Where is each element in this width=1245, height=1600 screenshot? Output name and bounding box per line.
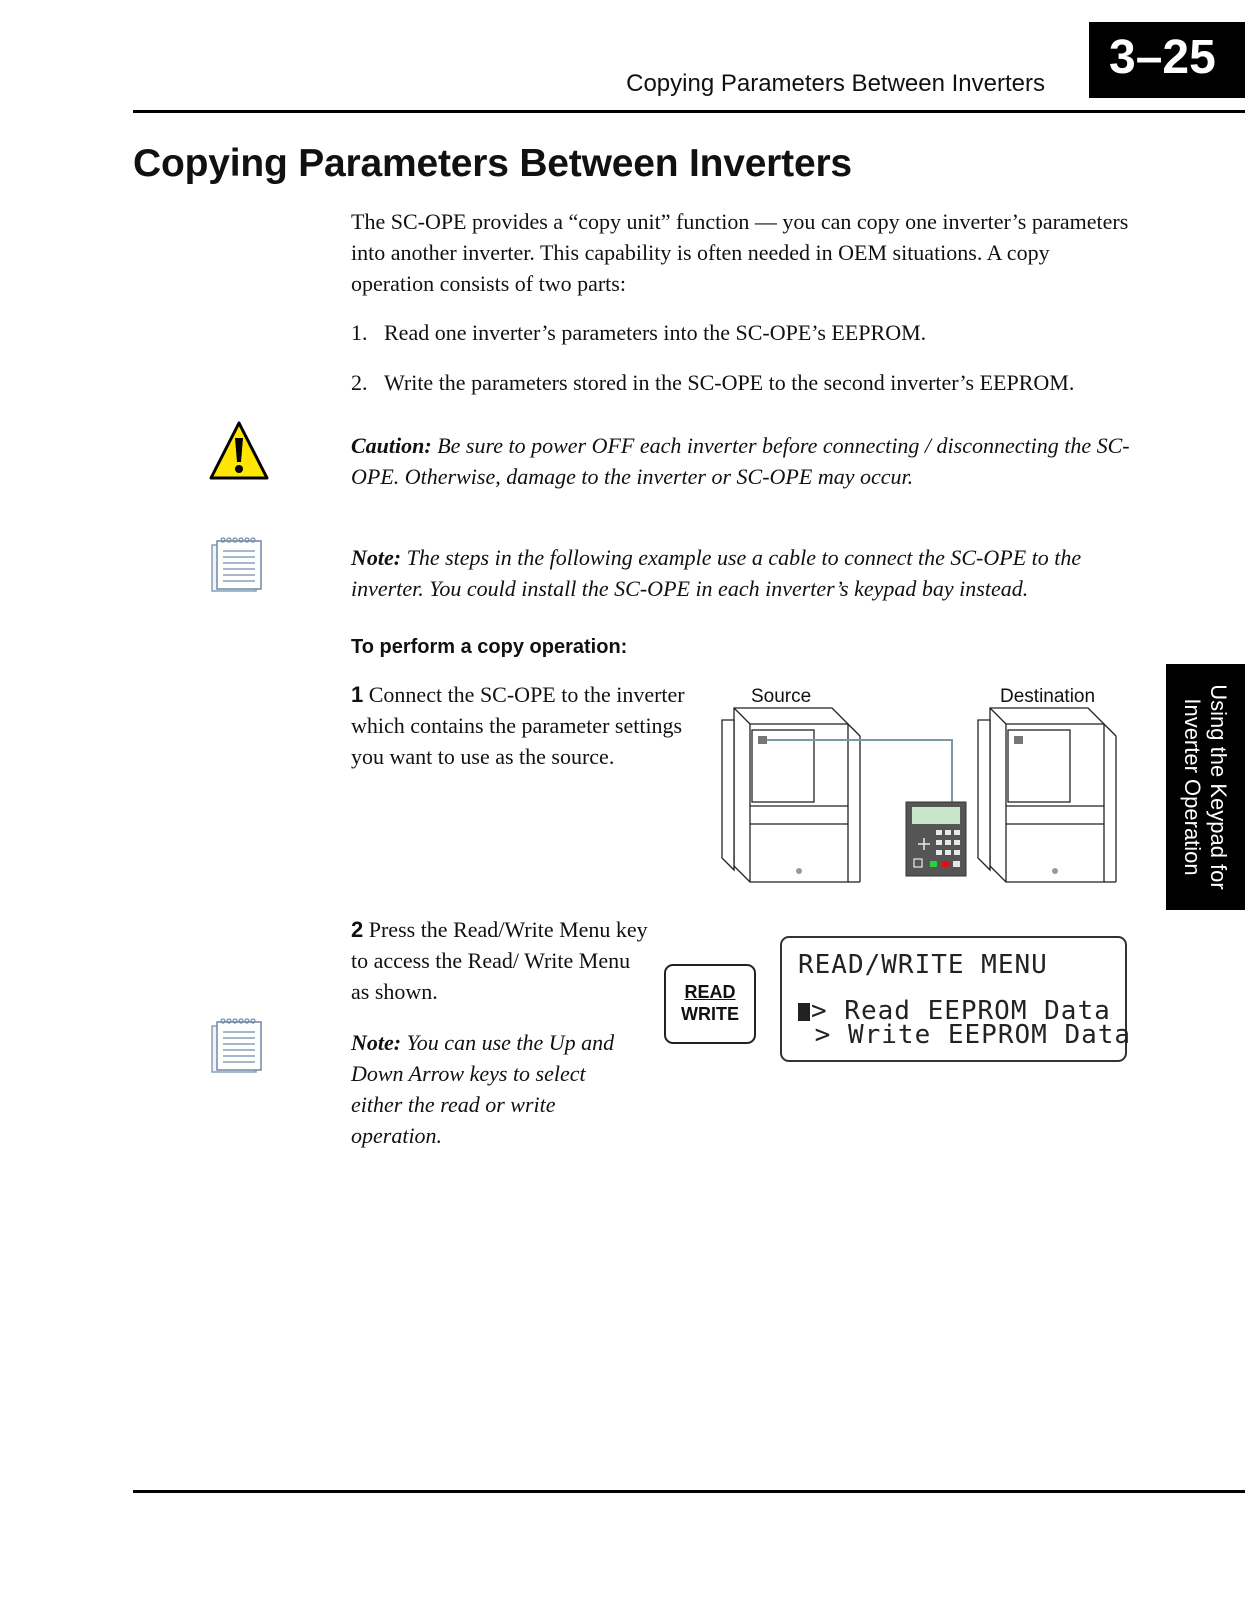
footer-rule (133, 1490, 1245, 1493)
page-number: 3–25 (1109, 31, 1216, 84)
caution-body: Be sure to power OFF each inverter before connecting / disconnecting the SC-OPE. Otherwise, damage to the inverter or SC-OPE may occur. (351, 433, 1130, 489)
keypad-drawing (906, 802, 966, 876)
key-label-bottom: WRITE (681, 1004, 739, 1024)
step-text: Connect the SC-OPE to the inverter which contains the parameter settings you want to use as the source. (351, 682, 685, 769)
lcd-line: READ/WRITE MENU (798, 950, 1048, 980)
lcd-cursor-block (798, 1003, 810, 1021)
notepad-icon (206, 1016, 266, 1076)
running-header: Copying Parameters Between Inverters (626, 70, 1045, 97)
step-1 (351, 679, 716, 772)
side-tab-line: Using the Keypad for (1206, 684, 1232, 890)
note-text (351, 542, 1141, 604)
source-label: Source (751, 686, 812, 707)
list-number: 2. (351, 370, 368, 395)
lcd-display (780, 936, 1132, 1062)
note-label: Note: (351, 1030, 402, 1055)
read-write-key (664, 964, 756, 1044)
section-title: Copying Parameters Between Inverters (133, 142, 852, 185)
list-number: 1. (351, 320, 368, 345)
note-body: The steps in the following example use a cable to connect the SC-OPE to the inverter. You could install the SC-OPE in each inverter’s keypad bay instead. (351, 545, 1082, 601)
notepad-icon (206, 535, 266, 595)
lcd-line-text: > Read EEPROM Data (811, 996, 1111, 1026)
note-label: Note: (351, 545, 402, 570)
intro-paragraph: The SC-OPE provides a “copy unit” function — you can copy one inverter’s parameters into another inverter. This capability is often needed in OEM situations. A copy operation consists of two parts: (351, 209, 1129, 296)
step-text: Press the Read/Write Menu key to access the Read/ Write Menu as shown. (351, 917, 648, 1004)
source-inverter-drawing (722, 708, 860, 882)
copy-connection-diagram (720, 706, 1132, 892)
list-item (351, 370, 1151, 396)
key-label-top: READ (684, 982, 736, 1002)
list-text: Write the parameters stored in the SC-OPE to the second inverter’s EEPROM. (384, 370, 1075, 395)
step-number: 2 (351, 917, 364, 942)
header-rule (133, 110, 1245, 113)
note-text (351, 1027, 641, 1151)
list-text: Read one inverter’s parameters into the SC-OPE’s EEPROM. (384, 320, 927, 345)
caution-label: Caution: (351, 433, 432, 458)
list-item (351, 320, 1151, 346)
procedure-heading: To perform a copy operation: (351, 636, 628, 658)
destination-inverter-drawing (978, 708, 1116, 882)
side-tab-line: Inverter Operation (1180, 698, 1206, 876)
caution-text (351, 430, 1141, 492)
destination-label: Destination (1000, 686, 1096, 707)
warning-triangle-icon (208, 420, 270, 482)
lcd-line: > Write EEPROM Data (798, 1020, 1132, 1050)
step-2 (351, 914, 651, 1007)
chapter-side-tab (1166, 664, 1245, 910)
note-body: You can use the Up and Down Arrow keys to select either the read or write operation. (351, 1030, 615, 1148)
step-number: 1 (351, 682, 364, 707)
